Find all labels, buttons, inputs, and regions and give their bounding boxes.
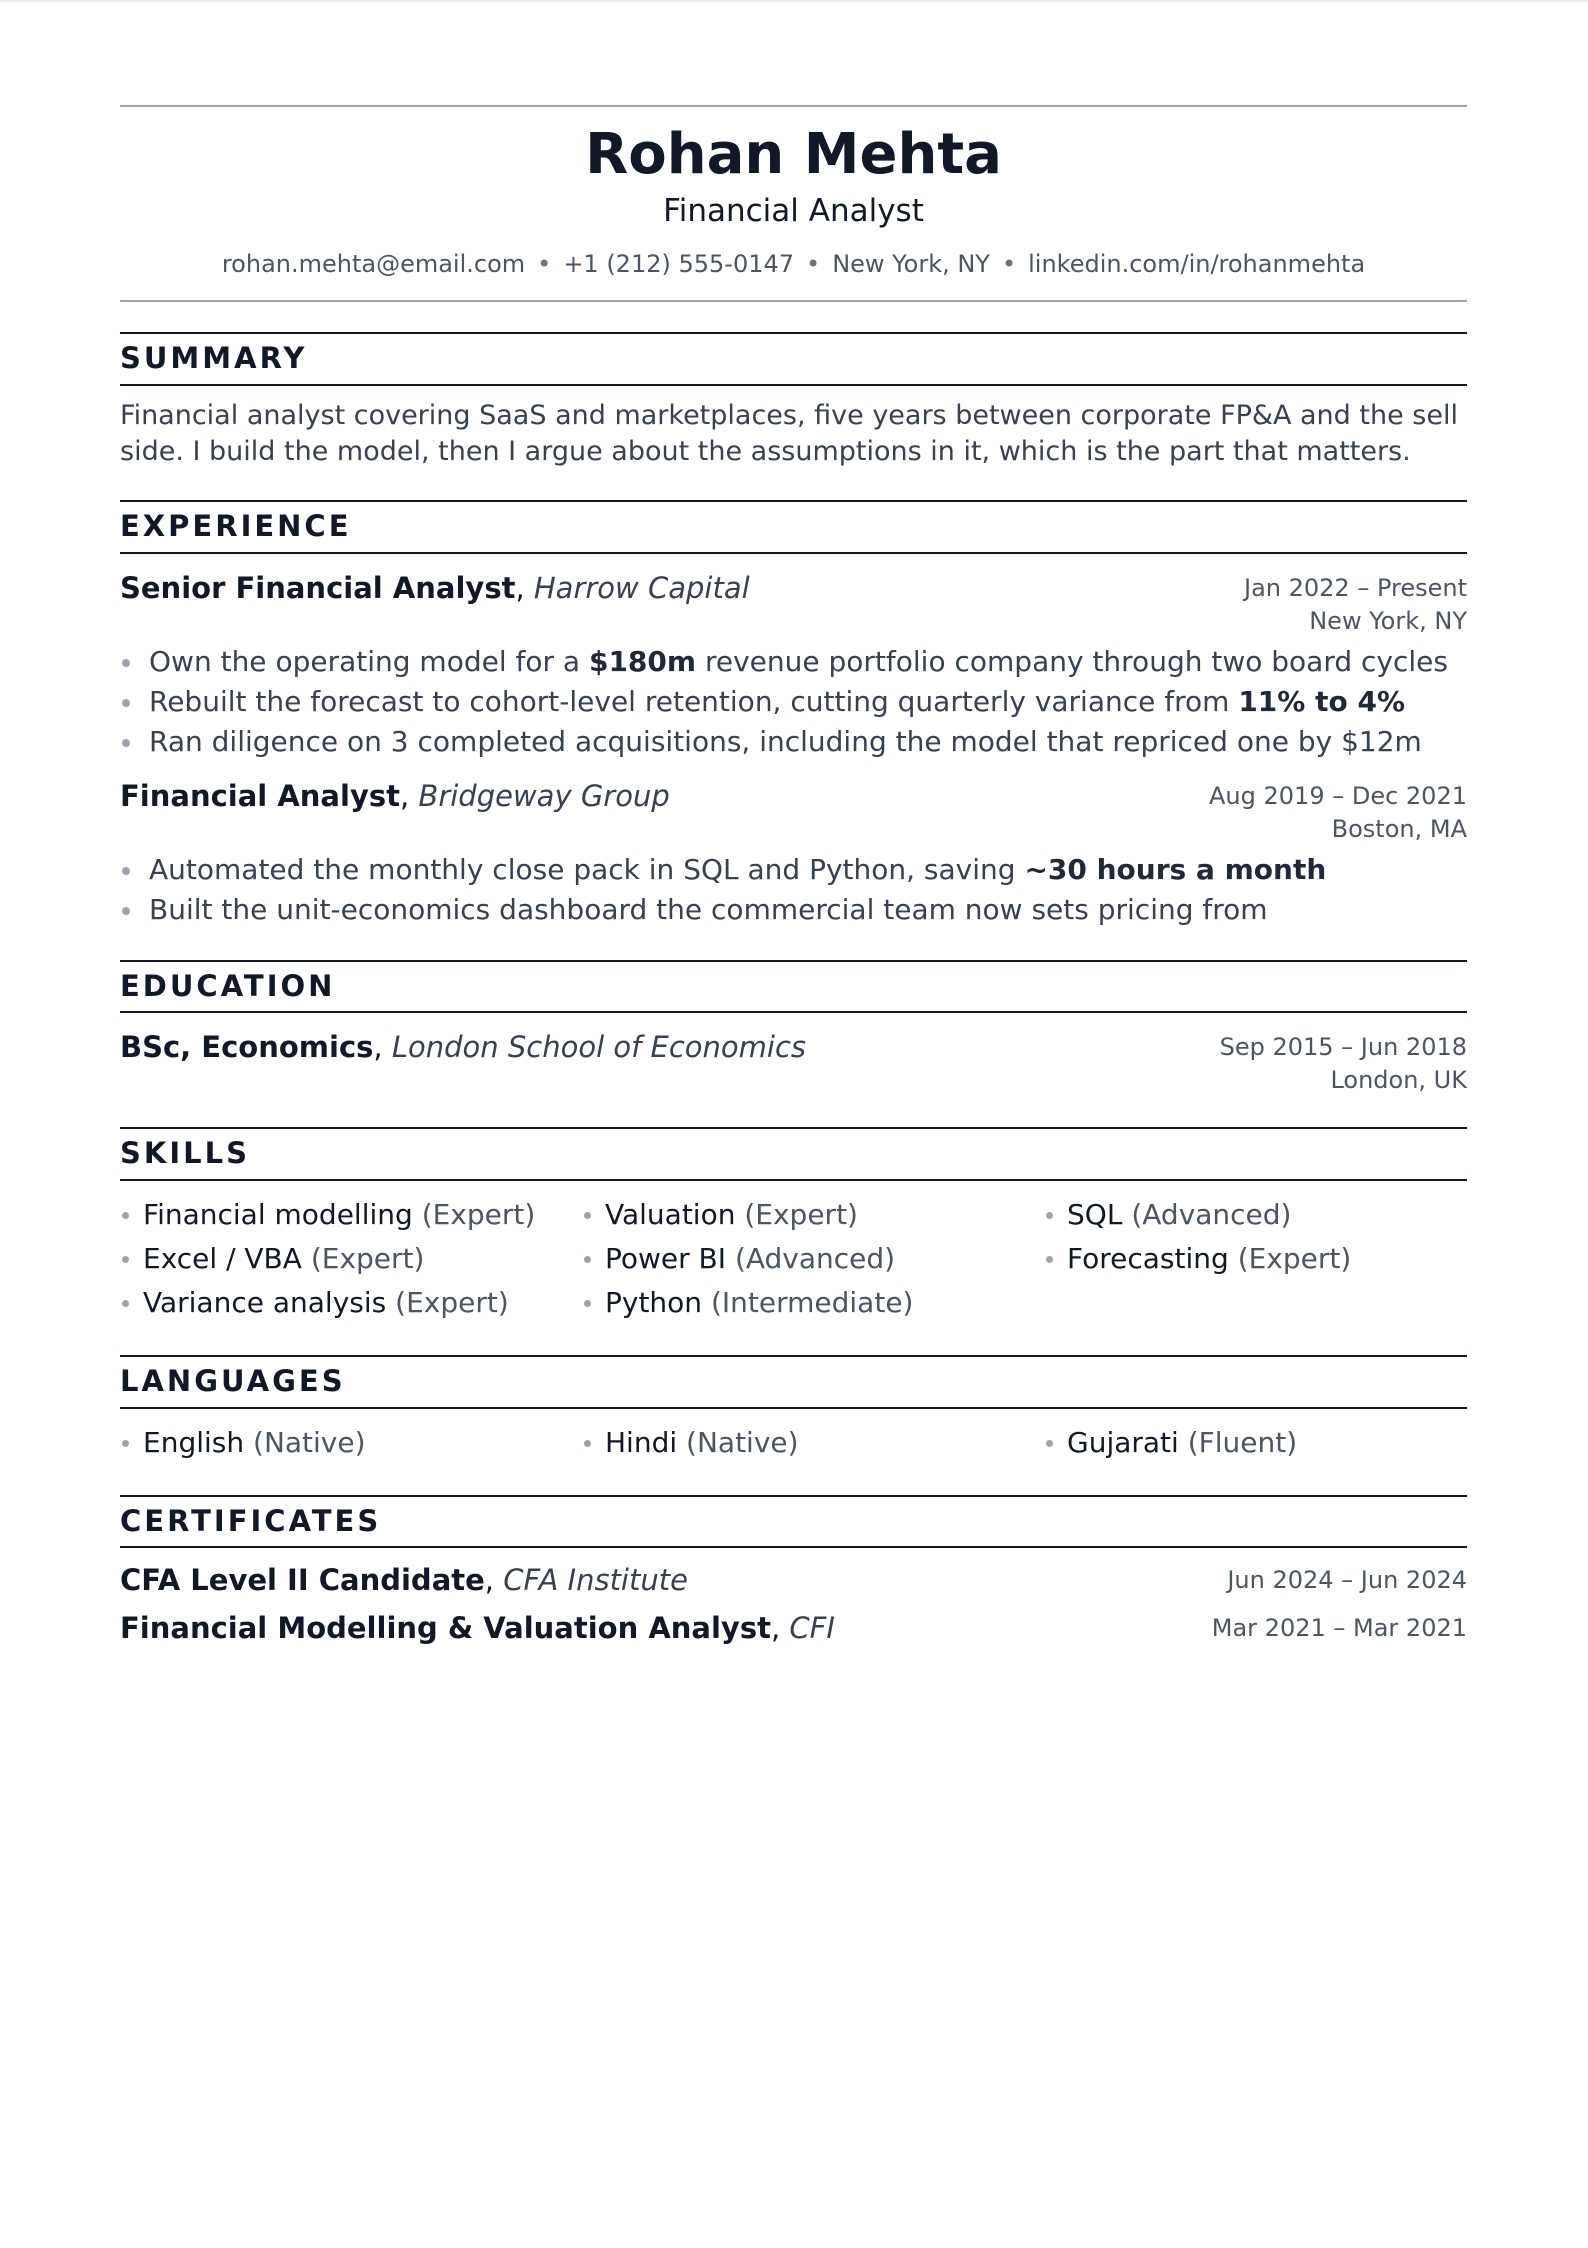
certificate-title-line: CFA Level II Candidate, CFA Institute bbox=[120, 1563, 688, 1598]
skill-item: Financial modelling (Expert) bbox=[120, 1193, 582, 1237]
list-item: Automated the monthly close pack in SQL and Python, saving ~30 hours a month bbox=[120, 850, 1467, 890]
list-item: Ran diligence on 3 completed acquisitions, including the model that repriced one by $12m bbox=[120, 722, 1467, 762]
email-link[interactable]: rohan.mehta@email.com bbox=[221, 249, 526, 278]
certificate-issuer: CFI bbox=[789, 1611, 835, 1646]
education-location: London, UK bbox=[1330, 1066, 1467, 1095]
language-item: Gujarati (Fluent) bbox=[1044, 1421, 1467, 1465]
job-location: Boston, MA bbox=[1331, 814, 1467, 843]
summary-section bbox=[120, 332, 1467, 470]
certificate-entry bbox=[120, 1562, 1467, 1598]
summary-text: Financial analyst covering SaaS and marketplaces, five years between corporate FP&A and the sell side. I build the model, then I argue about the assumptions in it, which is the part that matters. bbox=[120, 399, 1458, 467]
job-bullets bbox=[120, 642, 1467, 762]
language-item: English (Native) bbox=[120, 1421, 582, 1465]
contact-line bbox=[120, 249, 1467, 280]
skills-section bbox=[120, 1127, 1467, 1325]
candidate-name: Rohan Mehta bbox=[585, 122, 1002, 187]
certificate-issuer: CFA Institute bbox=[503, 1563, 688, 1598]
section-heading: SUMMARY bbox=[120, 332, 1467, 386]
languages-section bbox=[120, 1355, 1467, 1465]
languages-grid bbox=[120, 1421, 1467, 1465]
page-top-border bbox=[0, 0, 1588, 2]
job-company: Harrow Capital bbox=[533, 570, 750, 605]
job-company: Bridgeway Group bbox=[418, 778, 670, 813]
resume-header bbox=[120, 105, 1467, 302]
location: New York, NY bbox=[832, 249, 990, 278]
job-location: New York, NY bbox=[1309, 606, 1467, 635]
job-dates: Jan 2022 – Present bbox=[1243, 573, 1467, 602]
section-heading: EXPERIENCE bbox=[120, 500, 1467, 554]
linkedin-link[interactable]: linkedin.com/in/rohanmehta bbox=[1028, 249, 1366, 278]
section-heading: CERTIFICATES bbox=[120, 1495, 1467, 1549]
education-entry bbox=[120, 1029, 1467, 1097]
skill-item: Excel / VBA (Expert) bbox=[120, 1237, 582, 1281]
skill-item: Variance analysis (Expert) bbox=[120, 1281, 582, 1325]
degree: BSc, Economics bbox=[120, 1030, 374, 1065]
list-item: Rebuilt the forecast to cohort-level retention, cutting quarterly variance from 11% to 4% bbox=[120, 682, 1467, 722]
job-dates: Aug 2019 – Dec 2021 bbox=[1209, 781, 1467, 810]
contact-separator: • bbox=[806, 249, 821, 278]
skills-grid bbox=[120, 1193, 1467, 1325]
language-item: Hindi (Native) bbox=[582, 1421, 1044, 1465]
skill-item: Valuation (Expert) bbox=[582, 1193, 1044, 1237]
job-title-line: Financial Analyst, Bridgeway Group bbox=[120, 778, 670, 813]
resume-page bbox=[120, 105, 1467, 1646]
skill-item: SQL (Advanced) bbox=[1044, 1193, 1467, 1237]
list-item: Own the operating model for a $180m revenue portfolio company through two board cycles bbox=[120, 642, 1467, 682]
education-meta bbox=[1220, 1029, 1467, 1097]
job-title-line: Senior Financial Analyst, Harrow Capital bbox=[120, 570, 750, 605]
certificate-name: CFA Level II Candidate bbox=[120, 1563, 485, 1598]
phone-number: +1 (212) 555-0147 bbox=[563, 249, 795, 278]
contact-separator: • bbox=[537, 249, 552, 278]
candidate-title: Financial Analyst bbox=[663, 193, 924, 230]
section-heading: SKILLS bbox=[120, 1127, 1467, 1181]
job-role: Senior Financial Analyst bbox=[120, 570, 516, 605]
skill-item: Power BI (Advanced) bbox=[582, 1237, 1044, 1281]
job-role: Financial Analyst bbox=[120, 778, 400, 813]
job-meta bbox=[1244, 570, 1467, 638]
education-dates: Sep 2015 – Jun 2018 bbox=[1219, 1033, 1467, 1062]
certificate-title-line: Financial Modelling & Valuation Analyst, CFI bbox=[120, 1611, 835, 1646]
degree-line: BSc, Economics, London School of Economics bbox=[120, 1030, 807, 1065]
certificate-dates: Mar 2021 – Mar 2021 bbox=[1211, 1613, 1467, 1642]
certificate-entry bbox=[120, 1610, 1467, 1646]
certificate-dates: Jun 2024 – Jun 2024 bbox=[1227, 1565, 1467, 1594]
school: London School of Economics bbox=[391, 1030, 807, 1065]
job-meta bbox=[1209, 778, 1467, 846]
education-section bbox=[120, 960, 1467, 1098]
contact-separator: • bbox=[1001, 249, 1017, 278]
job-entry bbox=[120, 778, 1467, 846]
certificates-section bbox=[120, 1495, 1467, 1647]
list-item: Built the unit-economics dashboard the commercial team now sets pricing from bbox=[120, 890, 1467, 930]
skill-item: Python (Intermediate) bbox=[582, 1281, 1044, 1325]
skill-item: Forecasting (Expert) bbox=[1044, 1237, 1467, 1281]
section-heading: EDUCATION bbox=[120, 960, 1467, 1014]
experience-section bbox=[120, 500, 1467, 930]
job-bullets bbox=[120, 850, 1467, 930]
section-heading: LANGUAGES bbox=[120, 1355, 1467, 1409]
job-entry bbox=[120, 570, 1467, 638]
certificate-name: Financial Modelling & Valuation Analyst bbox=[120, 1611, 771, 1646]
